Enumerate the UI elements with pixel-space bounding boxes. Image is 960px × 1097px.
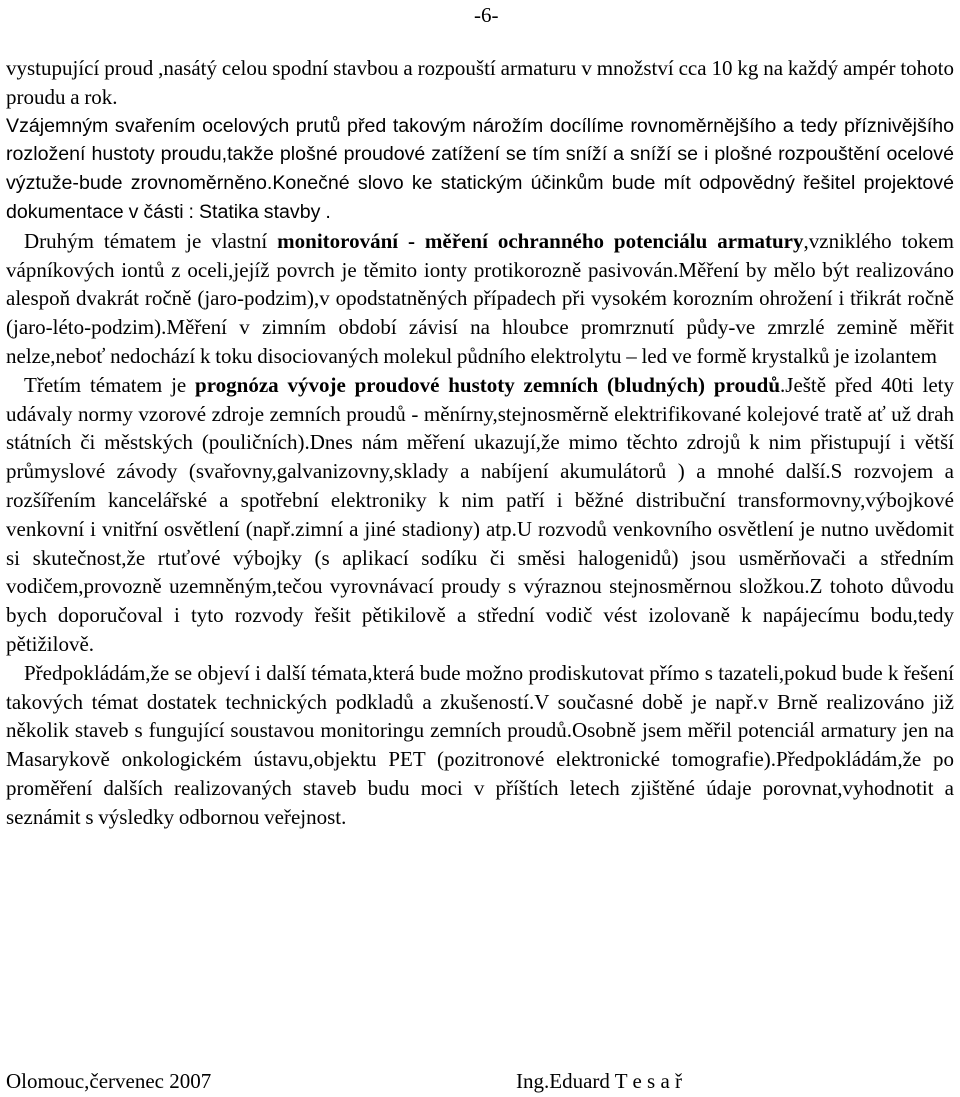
paragraph-2-emphasis: monitorování - měření ochranného potenciálu armatury (277, 228, 804, 253)
paragraph-2-rest: ,vzniklého tokem vápníkových iontů z oceli,jejíž povrch je těmito ionty protikorozně pasivován.Měření by mělo být realizováno alespoň dvakrát ročně (jaro-podzim),v opodstatněných případech při vysokém korozním ohrožení i třikrát ročně (jaro-léto-podzim).Měření v zimním období závisí na hloubce promrznutí půdy-ve zmrzlé zemině měřit nelze,neboť nedochází k toku disociovaných molekul půdního elektrolytu – led ve formě krystalků je izolantem (6, 228, 954, 368)
footer-author: Ing.Eduard T e s a ř (516, 1069, 683, 1093)
footer-place-date: Olomouc,červenec 2007 (6, 1069, 212, 1093)
paragraph-1b: Vzájemným svařením ocelových prutů před takovým nárožím docílíme rovnoměrnějšího a tedy příznivějšího rozložení hustoty proudu,takže plošné proudové zatížení se tím sníží a sníží se i plošné rozpouštění ocelové výztuže-bude zrovnoměrněno.Konečné slovo ke statickým účinkům bude mít odpovědný řešitel projektové dokumentace v části : Statika stavby . (6, 114, 954, 223)
paragraph-3-emphasis: prognóza vývoje proudové hustoty zemních (bludných) proudů (195, 372, 781, 397)
body-text (6, 54, 954, 832)
paragraph-3-rest: .Ještě před 40ti lety udávaly normy vzorové zdroje zemních proudů - měnírny,stejnosměrně elektrifikované kolejové tratě ať už drah státních či městských (pouličních).Dnes nám měření ukazují,že mimo těchto zdrojů k nim přistupují i větší průmyslové závody (svařovny,galvanizovny,sklady a nabíjení akumulátorů ) a mnohé další.S rozvojem a rozšířením kancelářské a spotřební elektroniky k nim patří i běžné distribuční transformovny,výbojkové venkovní i vnitřní osvětlení (např.zimní a jiné stadiony) atp.U rozvodů venkovního osvětlení je nutno uvědomit si skutečnost,že rtuťové výbojky (s aplikací sodíku či směsi halogenidů) jsou usměrňovači a středním vodičem,provozně uzemněným,tečou vyrovnávací proudy s výraznou stejnosměrnou složkou.Z tohoto důvodu bych doporučoval i tyto rozvody řešit pětikilově a střední vodič vést izolovaně k napájecímu bodu,tedy pětižilově. (6, 372, 954, 656)
page-number: -6- (474, 3, 499, 27)
paragraph-3-lead: Třetím tématem je (24, 372, 196, 397)
paragraph-4: Předpokládám,že se objeví i další témata,která bude možno prodiskutovat přímo s tazateli,pokud bude k řešení takových témat dostatek technických podkladů a zkušeností.V současné době je např.v Brně realizováno již několik staveb s fungující soustavou monitoringu zemních proudů.Osobně jsem měřil potenciál armatury jen na Masarykově onkologickém ústavu,objektu PET (pozitronové elektronické tomografie).Předpokládám,že po proměření dalších realizovaných staveb budu moci v příštích letech zjištěné údaje porovnat,vyhodnotit a seznámit s výsledky odbornou veřejnost. (6, 660, 954, 829)
paragraph-2 (6, 227, 954, 371)
paragraph-1a: vystupující proud ,nasátý celou spodní stavbou a rozpouští armaturu v množství cca 10 kg na každý ampér tohoto proudu a rok. (6, 56, 954, 109)
paragraph-3 (6, 371, 954, 659)
paragraph-2-lead: Druhým tématem je vlastní (24, 228, 278, 253)
